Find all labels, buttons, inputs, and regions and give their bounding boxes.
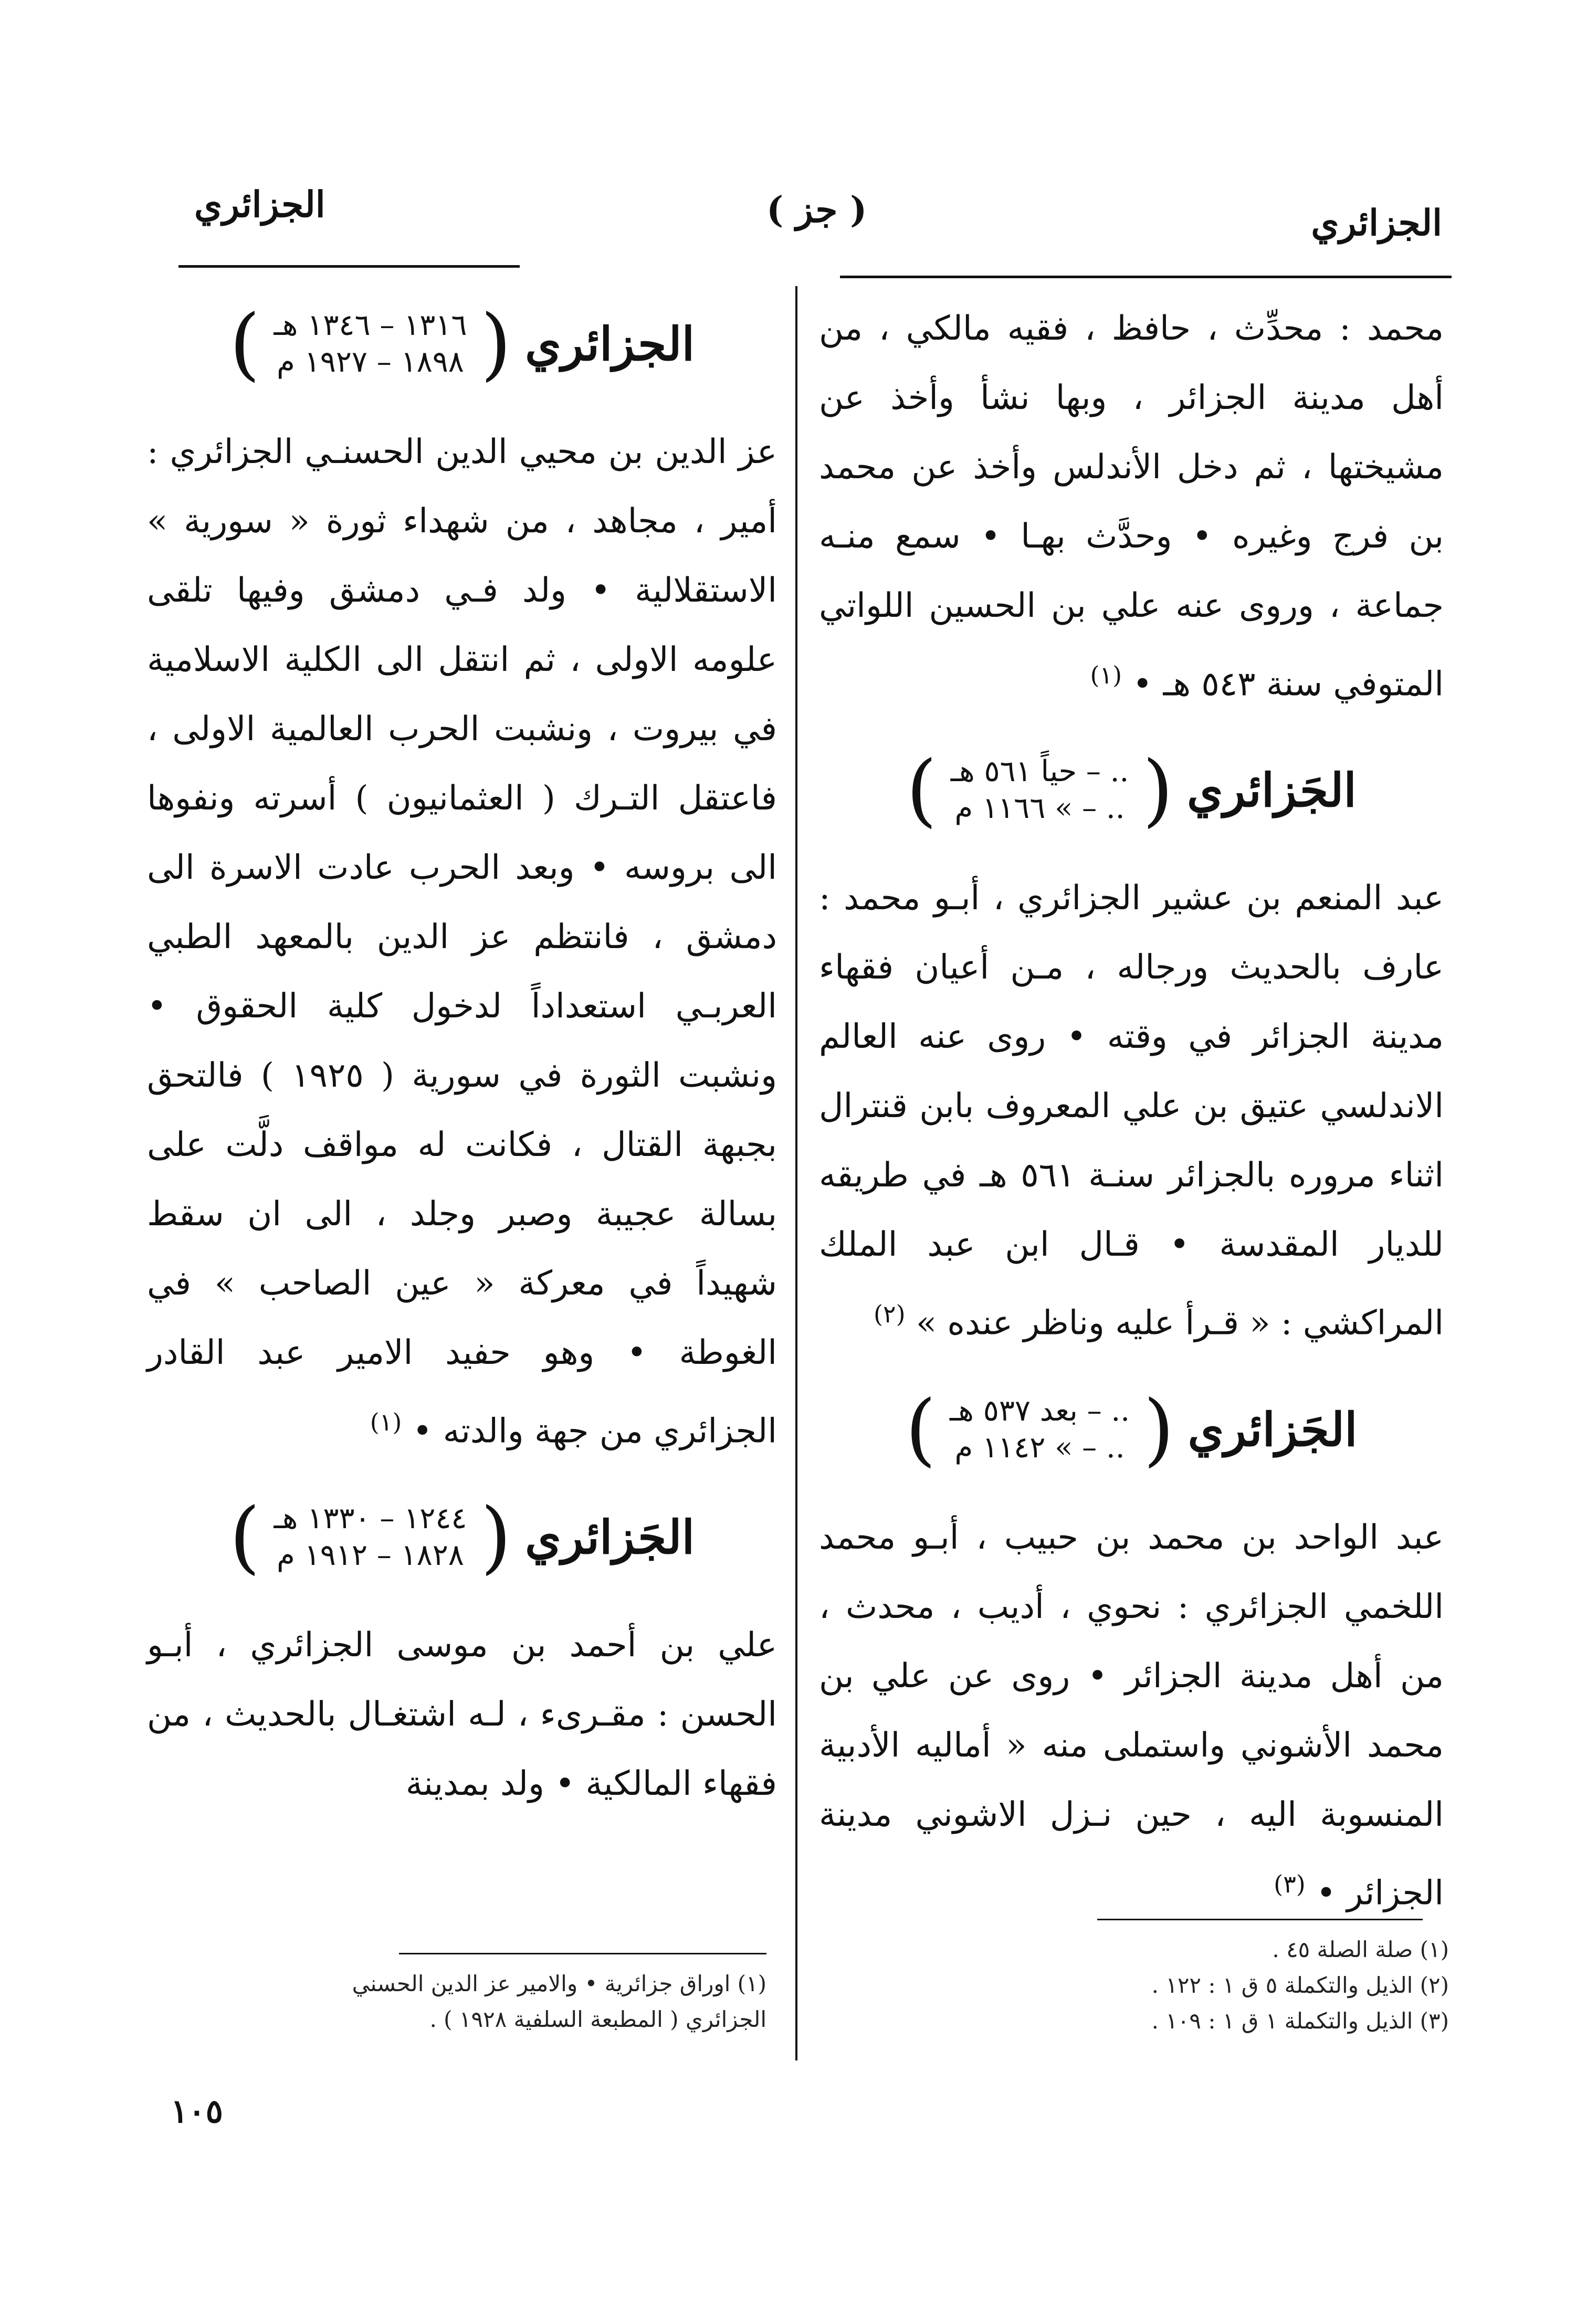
footnote: (٢) الذيل والتكملة ٥ ق ١ : ١٢٢ . [1151, 1972, 1449, 1998]
footnote-marker: (٢) [873, 1300, 906, 1329]
entry-heading [819, 1377, 1444, 1482]
entry-name: الجزائري [525, 317, 695, 371]
close-paren: ) [229, 298, 260, 390]
dates-gregorian: .. – » ١١٤٢ م [954, 1430, 1125, 1465]
close-paren: ) [905, 1383, 937, 1475]
dates-hijri: ١٣١٦ – ١٣٤٦ هـ [274, 308, 467, 342]
entry-dates [950, 1393, 1130, 1466]
footnote-rule-left [399, 1953, 766, 1954]
entry-name: الجَزائري [1186, 763, 1357, 818]
entry-heading [147, 1485, 777, 1590]
close-paren: ) [229, 1491, 260, 1583]
page-number: ١٠٥ [171, 2092, 223, 2130]
dates-gregorian: ١٨٩٨ – ١٩٢٧ م [277, 345, 464, 379]
entry-heading [819, 738, 1444, 843]
entry-text [819, 294, 1444, 719]
footnotes-right [945, 1932, 1449, 2039]
right-column [819, 294, 1444, 1928]
column-divider [795, 286, 797, 2060]
footnote: (٣) الذيل والتكملة ١ ق ١ : ١٠٩ . [1151, 2008, 1449, 2034]
entry-body: علي بن أحمد بن موسى الجزائري ، أبـو الحسن : مقـرىء ، لـه اشتغـال بالحديث ، من فقهاء المالكية • ولد بمدينة [147, 1626, 777, 1804]
dates-gregorian: .. – » ١١٦٦ م [954, 791, 1125, 826]
entry-text [147, 417, 777, 1466]
entry-text [147, 1611, 777, 1818]
open-paren: ( [480, 298, 512, 390]
footnote: الجزائري ( المطبعة السلفية ١٩٢٨ ) . [429, 2006, 766, 2032]
footnotes-left [147, 1966, 766, 2037]
footnote-marker: (١) [370, 1408, 402, 1436]
entry-body: محمد : محدِّث ، حافظ ، فقيه مالكي ، من أهل مدينة الجزائر ، وبها نشأ وأخذ عن مشيختها ، ثم دخل الأندلس وأخذ عن محمد بن فرج وغيره • وحدَّث بهـا • سمع منـه جماعة ، وروى عنه علي بن الحسين اللواتي المتوفي سنة ٥٤٣ هـ • [819, 309, 1444, 704]
running-header-left: الجزائري [194, 184, 325, 226]
open-paren: ( [1143, 1383, 1174, 1475]
footnote-marker: (٣) [1274, 1869, 1306, 1898]
entry-name: الجَزائري [1188, 1402, 1358, 1457]
open-paren: ( [480, 1491, 512, 1583]
open-paren: ( [1142, 744, 1173, 836]
entry-body: عبد المنعم بن عشير الجزائري ، أبـو محمد : عارف بالحديث ورجاله ، مـن أعيان فقهاء مدينة الجزائر في وقته • روى عنه العالم الاندلسي عتيق بن علي المعروف بابن قنترال اثناء مروره بالجزائر سنـة ٥٦١ هـ في طريقه للديار المقدسة • قـال ابن عبد الملك المراكشي : « قـرأ عليه وناظر عنده » [819, 879, 1444, 1343]
entry-dates [274, 307, 467, 381]
running-header-right: الجزائري [1311, 202, 1442, 244]
footnote: (١) اوراق جزائرية • والامير عز الدين الحسني [352, 1971, 766, 1996]
dates-hijri: .. – بعد ٥٣٧ هـ [950, 1393, 1130, 1428]
entry-text [819, 1503, 1444, 1928]
header-rule-left [178, 265, 520, 268]
entry-dates [274, 1500, 467, 1574]
header-rule-right [840, 276, 1452, 278]
dates-hijri: ١٢٤٤ – ١٣٣٠ هـ [274, 1501, 467, 1536]
footnote-marker: (١) [1090, 661, 1122, 689]
left-column [147, 291, 777, 1818]
running-header-center: ( جز ) [766, 189, 867, 231]
entry-text [819, 864, 1444, 1358]
entry-body: عبد الواحد بن محمد بن حبيب ، أبـو محمد اللخمي الجزائري : نحوي ، أديب ، محدث ، من أهل مدينة الجزائر • روى عن علي بن محمد الأشوني واستملى منه « أماليه الأدبية المنسوبة اليه ، حين نـزل الاشوني مدينة الجزائر • [819, 1518, 1444, 1912]
entry-dates [951, 753, 1129, 827]
dates-hijri: .. – حياً ٥٦١ هـ [950, 754, 1129, 789]
entry-name: الجَزائري [525, 1510, 695, 1565]
entry-heading [147, 291, 777, 396]
footnote: (١) صلة الصلة ٤٥ . [1272, 1937, 1449, 1962]
entry-body: عز الدين بن محيي الدين الحسنـي الجزائري : أمير ، مجاهد ، من شهداء ثورة « سورية » الاستقلالية • ولد فـي دمشق وفيها تلقى علومه الاولى ، ثم انتقل الى الكلية الاسلامية في بيروت ، ونشبت الحرب العالمية الاولى ، فاعتقل التـرك ( العثمانيون ) أسرته ونفوها الى بروسه • وبعد الحرب عادت الاسرة الى دمشق ، فانتظم عز الدين بالمعهد الطبي العربـي استعداداً لدخول كلية الحقوق • ونشبت الثورة في سورية ( ١٩٢٥ ) فالتحق بجبهة القتال ، فكانت له مواقف دلَّت على بسالة عجيبة وصبر وجلد ، الى ان سقط شهيداً في معركة « عين الصاحب » في الغوطة • وهو حفيد الامير عبد القادر الجزائري من جهة والدته • [147, 433, 778, 1451]
close-paren: ) [906, 744, 937, 836]
dates-gregorian: ١٨٢٨ – ١٩١٢ م [277, 1538, 464, 1573]
